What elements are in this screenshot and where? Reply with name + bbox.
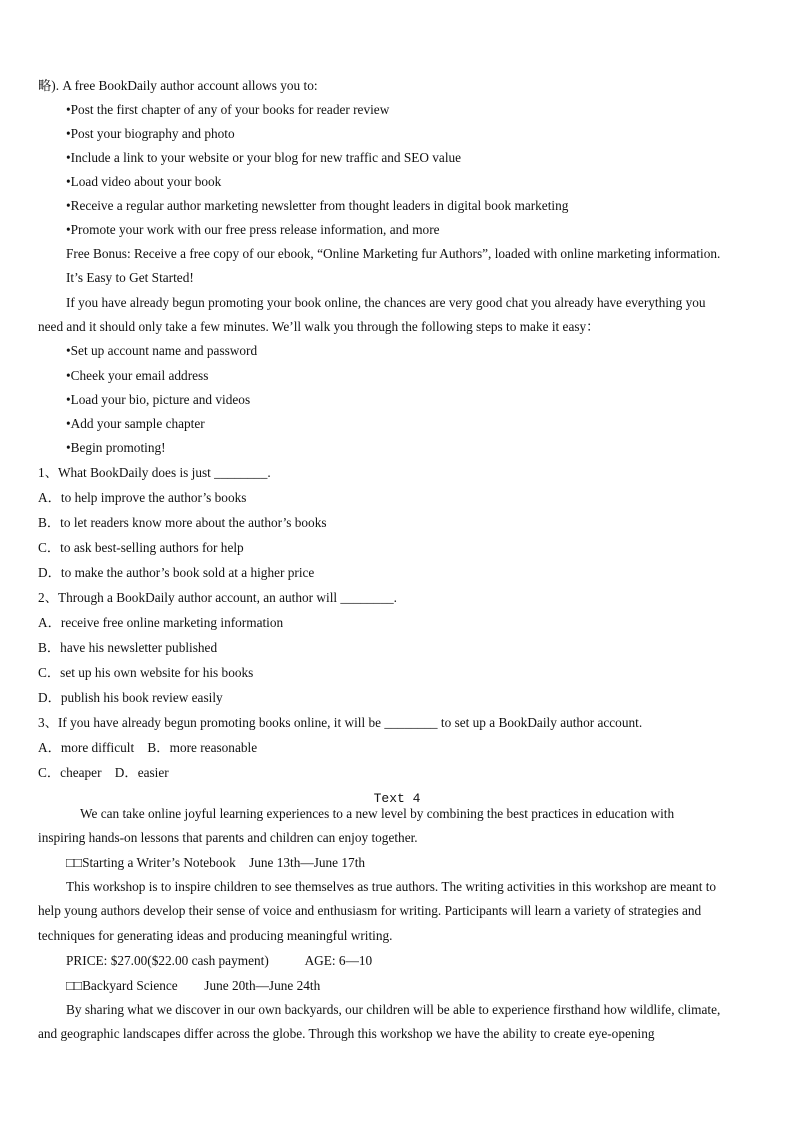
benefit-item: •Post your biography and photo	[66, 126, 235, 141]
option: C．cheaper D．easier	[38, 765, 169, 780]
question: 1、What BookDaily does is just ________.	[38, 465, 271, 480]
step-item: •Load your bio, picture and videos	[66, 392, 251, 407]
benefit-item: •Post the first chapter of any of your books for reader review	[66, 102, 390, 117]
paragraph-line: techniques for generating ideas and producing meaningful writing.	[38, 928, 393, 943]
intro-line: 略). A free BookDaily author account allows you to:	[38, 78, 318, 93]
option: A．to help improve the author’s books	[38, 490, 247, 505]
question: 3、If you have already begun promoting books online, it will be ________ to set up a BookDaily author account.	[38, 715, 643, 730]
question: 2、Through a BookDaily author account, an author will ________.	[38, 590, 397, 605]
option: B．to let readers know more about the author’s books	[38, 515, 327, 530]
option: B．have his newsletter published	[38, 640, 218, 655]
option: D．to make the author’s book sold at a higher price	[38, 565, 315, 580]
paragraph-line: We can take online joyful learning experiences to a new level by combining the best practices in education with	[80, 806, 675, 821]
option: A．more difficult B．more reasonable	[38, 740, 258, 755]
paragraph-line: need and it should only take a few minutes. We’ll walk you through the following steps to make it easy：	[38, 319, 600, 334]
price-line: PRICE: $27.00($22.00 cash payment) AGE: 6—10	[66, 953, 373, 968]
benefit-item: •Include a link to your website or your blog for new traffic and SEO value	[66, 150, 462, 165]
easy-heading: It’s Easy to Get Started!	[66, 270, 194, 285]
workshop-title: □□Backyard Science June 20th—June 24th	[66, 978, 321, 993]
option: C．set up his own website for his books	[38, 665, 254, 680]
benefit-item: •Receive a regular author marketing newsletter from thought leaders in digital book marketing	[66, 198, 569, 213]
paragraph-line: and geographic landscapes differ across the globe. Through this workshop we have the ability to create eye-opening	[38, 1026, 655, 1041]
paragraph-line: By sharing what we discover in our own backyards, our children will be able to experience firsthand how wildlife, climate,	[66, 1002, 721, 1017]
paragraph-line: help young authors develop their sense of voice and enthusiasm for writing. Participants will learn a variety of strategies and	[38, 903, 702, 918]
benefit-item: •Promote your work with our free press release information, and more	[66, 222, 440, 237]
step-item: •Begin promoting!	[66, 440, 166, 455]
option: C．to ask best-selling authors for help	[38, 540, 244, 555]
option: D．publish his book review easily	[38, 690, 223, 705]
benefit-item: •Load video about your book	[66, 174, 222, 189]
paragraph-line: If you have already begun promoting your book online, the chances are very good chat you already have everything you	[66, 295, 706, 310]
bonus-line: Free Bonus: Receive a free copy of our ebook, “Online Marketing fur Authors”, loaded with online marketing information.	[66, 246, 721, 261]
step-item: •Set up account name and password	[66, 343, 258, 358]
section-title: Text 4	[373, 791, 421, 806]
workshop-title: □□Starting a Writer’s Notebook June 13th—June 17th	[66, 855, 366, 870]
option: A．receive free online marketing information	[38, 615, 284, 630]
paragraph-line: This workshop is to inspire children to see themselves as true authors. The writing activities in this workshop are meant to	[66, 879, 717, 894]
paragraph-line: inspiring hands-on lessons that parents and children can enjoy together.	[38, 830, 418, 845]
step-item: •Cheek your email address	[66, 368, 209, 383]
step-item: •Add your sample chapter	[66, 416, 205, 431]
